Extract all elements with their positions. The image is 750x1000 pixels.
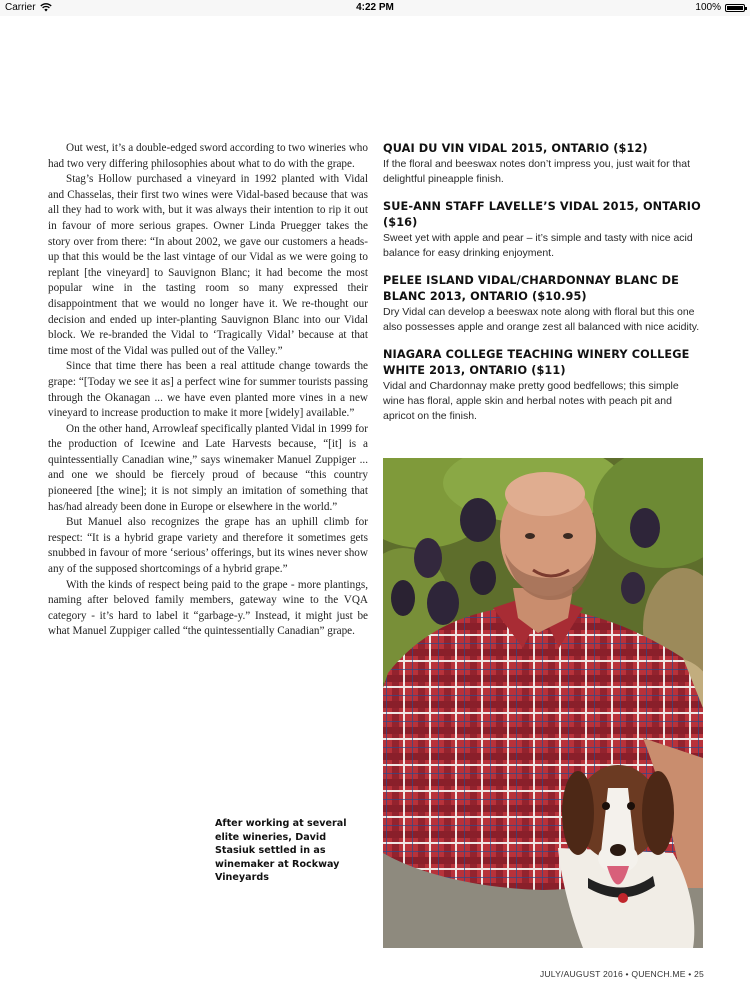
wine-review-title: SUE-ANN STAFF LAVELLE’S VIDAL 2015, ONTARIO ($16)	[383, 200, 701, 229]
wine-review	[383, 273, 703, 335]
photo-caption: After working at several elite wineries, David Stasiuk settled in as winemaker at Rockway Vineyards	[215, 818, 347, 884]
wine-review-title: NIAGARA COLLEGE TEACHING WINERY COLLEGE WHITE 2013, ONTARIO ($11)	[383, 348, 690, 377]
wine-review-text: Dry Vidal can develop a beeswax note along with floral but this one also possesses apple and orange zest all balanced with nice acidity.	[383, 305, 700, 333]
battery-percent: 100%	[695, 2, 721, 13]
wine-review	[383, 141, 703, 187]
article-paragraph: With the kinds of respect being paid to the grape - more plantings, naming after beloved family members, gateway wine to the VQA category - it’s hard to label it “garbage-y.” Instead, it might just be what Manuel Zuppiger called “the quintessentially Canadian” grape.	[48, 578, 368, 638]
wine-review-title: PELEE ISLAND VIDAL/CHARDONNAY BLANC DE BLANC 2013, ONTARIO ($10.95)	[383, 274, 679, 303]
article-body	[48, 141, 368, 640]
page-footer: JULY/AUGUST 2016 • QUENCH.ME • 25	[539, 969, 704, 979]
article-paragraph: On the other hand, Arrowleaf specifically planted Vidal in 1999 for the production of Icewine and Late Harvests because, “[it] is a quintessentially Canadian wine,” says winemaker Manuel Zuppiger ... and one we should be fiercely proud of because “this country pioneered [the wine]; it is not simply an imitation of something that has/had already been done in Europe or elsewhere in the world.”	[48, 422, 368, 513]
clock: 4:22 PM	[356, 2, 394, 13]
battery-indicator	[695, 2, 745, 13]
wine-review	[383, 347, 703, 424]
article-paragraph: But Manuel also recognizes the grape has an uphill climb for respect: “It is a hybrid grape variety and therefore it sometimes gets snubbed in favour of more ‘serious’ offerings, but its wines never show any of the supposed shortcomings of a hybrid grape.”	[48, 516, 368, 576]
wine-reviews	[383, 141, 703, 437]
article-paragraph: Stag’s Hollow purchased a vineyard in 1992 planted with Vidal and Chasselas, their first two wines were Vidal-based because that was all they had to work with, but it was always their intention to rip it out in favour of more serious grapes. Owner Linda Pruegger takes the story over from there: “In about 2002, we gave our customers a heads-up that this would be the last vintage of our Vidal as we were going to replant [the vineyard] to Sauvignon Blanc; it had become the most popular wine in the tasting room so many expressed their disappointment that we would no longer have it. We re-thought our decision and ended up inter-planting Sauvignon Blanc into our Vidal block. We re-branded the Vidal to ‘Tragically Vidal’ because at that time most of the Vidal was pulled out of the Valley.”	[48, 173, 368, 357]
wine-review	[383, 199, 703, 261]
article-paragraph: Out west, it’s a double-edged sword according to two wineries who had two very differing philosophies about what to do with the grape.	[48, 142, 368, 170]
wine-review-text: Sweet yet with apple and pear – it’s simple and tasty with nice acid balance for easy drinking enjoyment.	[383, 231, 693, 259]
winemaker-photo	[383, 458, 703, 948]
battery-icon	[725, 4, 745, 12]
wine-review-title: QUAI DU VIN VIDAL 2015, ONTARIO ($12)	[383, 142, 648, 155]
article-paragraph: Since that time there has been a real attitude change towards the grape: “[Today we see it as] a perfect wine for summer tourists passing through the Okanagan ... we have even planted more vines in a new vineyard to increase production to make it more [widely] available.”	[48, 360, 368, 420]
wine-review-text: Vidal and Chardonnay make pretty good bedfellows; this simple wine has floral, apple skin and herbal notes with peach pit and apricot on the finish.	[383, 379, 679, 423]
carrier-label: Carrier	[5, 2, 36, 13]
wine-review-text: If the floral and beeswax notes don’t impress you, just wait for that delightful pineapple finish.	[383, 157, 690, 185]
status-bar	[0, 0, 750, 16]
